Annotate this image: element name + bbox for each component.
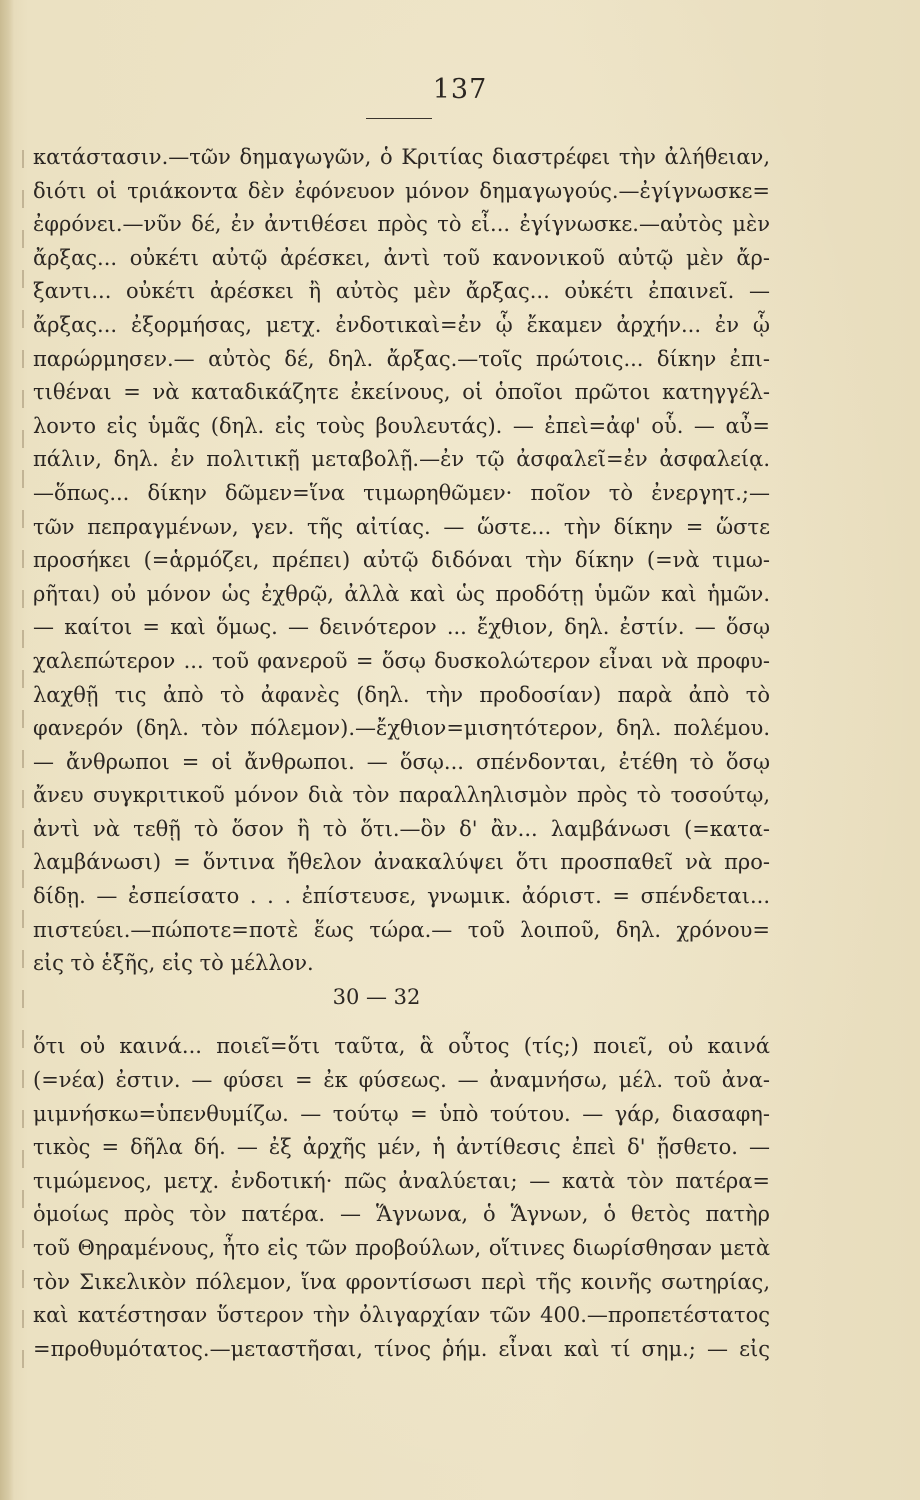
text-line: — καίτοι = καὶ ὅμως. — δεινότερον ... ἔχθιον, δηλ. ἐστίν. — ὅσῳ — [33, 615, 770, 640]
text-line: εἰς τὸ ἑξῆς, εἰς τὸ μέλλον. — [33, 951, 314, 976]
text-line: καὶ κατέστησαν ὕστερον τὴν ὀλιγαρχίαν τῶν 400.—προπετέστατος — [33, 1303, 770, 1328]
text-line: ἄνευ συγκριτικοῦ μόνον διὰ τὸν παραλληλισμὸν πρὸς τὸ τοσούτῳ, — [33, 783, 770, 808]
commentary-part-2 — [33, 1030, 770, 1366]
text-line: τὸν Σικελικὸν πόλεμον, ἵνα φροντίσωσι περὶ τῆς κοινῆς σωτηρίας, — [33, 1269, 770, 1294]
text-line: φανερόν (δηλ. τὸν πόλεμον).—ἔχθιον=μισητότερον, δηλ. πολέμου. — [33, 716, 770, 741]
text-line: — ἄνθρωποι = οἱ ἄνθρωποι. — ὅσῳ... σπένδονται, ἐτέθη τὸ ὅσῳ — [33, 749, 770, 774]
commentary-text — [33, 141, 770, 1366]
text-line: ἀντὶ νὰ τεθῇ τὸ ὅσον ἢ τὸ ὅτι.—ὃν δ' ἂν... λαμβάνωσι (=κατα- — [33, 816, 770, 841]
text-line: τοῦ Θηραμένους, ἦτο εἰς τῶν προβούλων, οἵτινες διωρίσθησαν μετὰ — [33, 1236, 770, 1260]
text-line: τῶν πεπραγμένων, γεν. τῆς αἰτίας. — ὥστε... τὴν δίκην = ὥστε — [33, 514, 770, 539]
text-line: (=νέα) ἐστιν. — φύσει = ἐκ φύσεως. — ἀναμνήσω, μέλ. τοῦ ἀνα- — [33, 1068, 770, 1093]
margin-pencil-marks — [22, 150, 24, 1380]
text-line: ξαντι... οὐκέτι ἀρέσκει ἢ αὐτὸς μὲν ἄρξας... οὐκέτι ἐπαινεῖ. — — [33, 279, 770, 304]
text-line: τικὸς = δῆλα δή. — ἐξ ἀρχῆς μέν, ἡ ἀντίθεσις ἐπεὶ δ' ᾔσθετο. — — [33, 1135, 770, 1160]
text-line: παρώρμησεν.— αὐτὸς δέ, δηλ. ἄρξας.—τοῖς πρώτοις... δίκην ἐπι- — [33, 346, 770, 371]
text-line: πάλιν, δηλ. ἐν πολιτικῇ μεταβολῇ.—ἐν τῷ ἀσφαλεῖ=ἐν ἀσφαλείᾳ. — [33, 447, 770, 472]
text-line: ἐφρόνει.—νῦν δέ, ἐν ἀντιθέσει πρὸς τὸ εἶ... ἐγίγνωσκε.—αὐτὸς μὲν — [33, 212, 770, 237]
text-line: κατάστασιν.—τῶν δημαγωγῶν, ὁ Κριτίας διαστρέφει τὴν ἀλήθειαν, — [33, 145, 770, 169]
text-line: χαλεπώτερον ... τοῦ φανεροῦ = ὅσῳ δυσκολώτερον εἶναι νὰ προφυ- — [33, 648, 770, 673]
text-line: —ὅπως... δίκην δῶμεν=ἵνα τιμωρηθῶμεν· ποῖον τὸ ἐνεργητ.;— — [33, 480, 770, 505]
text-line: ἄρξας... οὐκέτι αὐτῷ ἀρέσκει, ἀντὶ τοῦ κανονικοῦ αὐτῷ μὲν ἄρ- — [33, 245, 770, 270]
page-number: 137 — [432, 74, 488, 105]
text-line: ἄρξας... ἐξορμήσας, μετχ. ἐνδοτικαὶ=ἐν ᾧ ἔκαμεν ἀρχήν... ἐν ᾧ — [33, 312, 770, 337]
page-number-rule — [366, 118, 432, 119]
text-line: πιστεύει.—πώποτε=ποτὲ ἕως τώρα.— τοῦ λοιποῦ, δηλ. χρόνου= — [33, 917, 770, 942]
section-heading: 30 — 32 — [332, 984, 421, 1009]
text-line: λαχθῇ τις ἀπὸ τὸ ἀφανὲς (δηλ. τὴν προδοσίαν) παρὰ ἀπὸ τὸ — [33, 682, 770, 707]
section-spacer — [33, 1014, 770, 1030]
text-line: τιθέναι = νὰ καταδικάζητε ἐκείνους, οἱ ὁποῖοι πρῶτοι κατηγγέλ- — [33, 380, 770, 405]
text-line: διότι οἱ τριάκοντα δὲν ἐφόνευον μόνον δημαγωγούς.—ἐγίγνωσκε= — [33, 178, 770, 203]
text-line: μιμνήσκω=ὑπενθυμίζω. — τούτῳ = ὑπὸ τούτου. — γάρ, διασαφη- — [33, 1101, 770, 1126]
text-line: τιμώμενος, μετχ. ἐνδοτική· πῶς ἀναλύεται; — κατὰ τὸν πατέρα= — [33, 1168, 770, 1193]
commentary-part-1 — [33, 141, 770, 981]
page-binding-edge — [0, 0, 14, 1500]
text-line: ὅτι οὐ καινά... ποιεῖ=ὅτι ταῦτα, ἃ οὗτος (τίς;) ποιεῖ, οὐ καινά — [33, 1034, 770, 1059]
text-line: λαμβάνωσι) = ὅντινα ἤθελον ἀνακαλύψει ὅτι προσπαθεῖ νὰ προ- — [33, 850, 770, 875]
text-line: ὁμοίως πρὸς τὸν πατέρα. — Ἅγνωνα, ὁ Ἅγνων, ὁ θετὸς πατὴρ — [33, 1202, 770, 1227]
text-line: λοντο εἰς ὑμᾶς (δηλ. εἰς τοὺς βουλευτάς). — ἐπεὶ=ἀφ' οὗ. — αὖ= — [33, 413, 770, 438]
text-line: προσήκει (=ἁρμόζει, πρέπει) αὐτῷ διδόναι τὴν δίκην (=νὰ τιμω- — [33, 548, 770, 573]
text-line: ρῆται) οὐ μόνον ὡς ἐχθρῷ, ἀλλὰ καὶ ὡς προδότῃ ὑμῶν καὶ ἡμῶν. — [33, 581, 770, 606]
text-line: =προθυμότατος.—μεταστῆσαι, τίνος ῥήμ. εἶναι καὶ τί σημ.; — εἰς — [33, 1336, 770, 1361]
text-line: δίδῃ. — ἐσπείσατο . . . ἐπίστευσε, γνωμικ. ἀόριστ. = σπένδεται... — [33, 884, 770, 909]
